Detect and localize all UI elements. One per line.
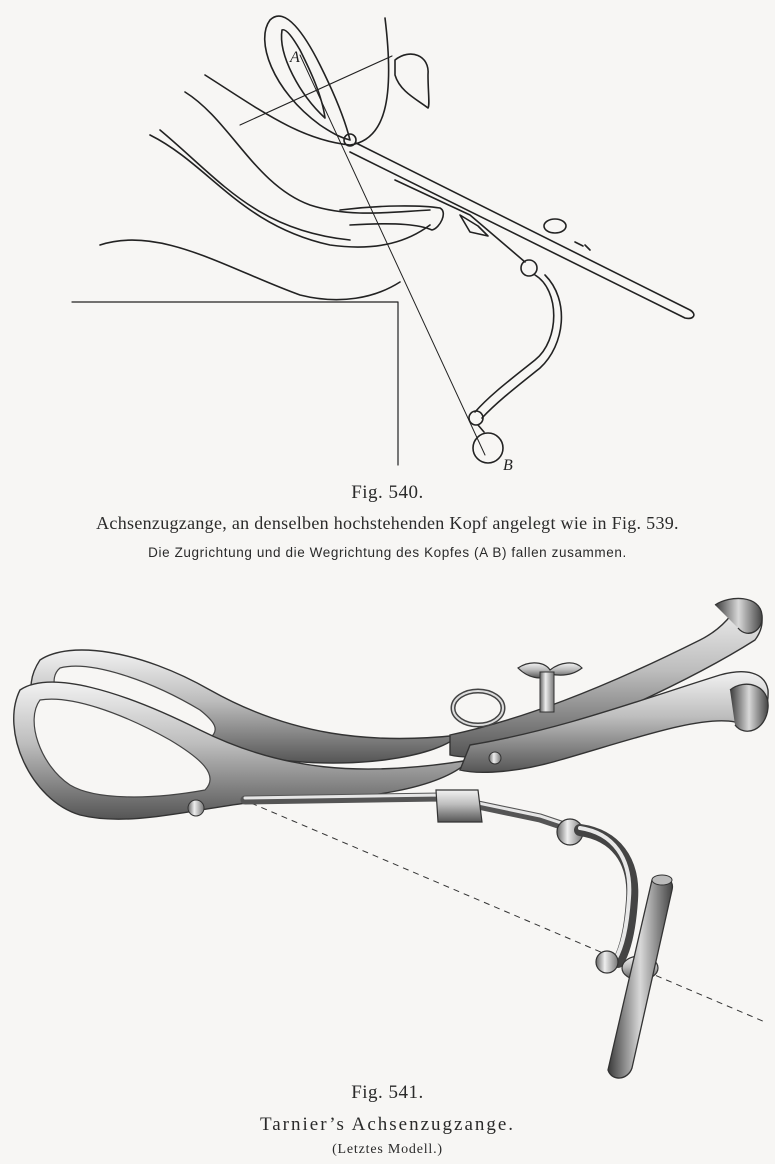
traction-handle (473, 433, 503, 463)
symphysis-shape (395, 54, 429, 108)
dashed-axis-line (150, 760, 765, 1022)
lower-shank (460, 672, 768, 773)
lower-handle-hook (730, 684, 768, 731)
point-a-label: A (290, 49, 300, 66)
fig540-label: Fig. 540. (351, 482, 424, 503)
traction-arm (475, 275, 561, 418)
fig541-caption: Tarnier’s Achsenzugzange. (259, 1114, 516, 1135)
traction-arm-541 (580, 830, 632, 962)
finger-ring (544, 219, 566, 233)
back-blade (31, 650, 460, 763)
fig540-caption: Achsenzugzange, an denselben hochstehenden Kopf angelegt wie in Fig. 539. (96, 513, 679, 533)
back-blade-window (54, 666, 215, 738)
forceps-blade-window (282, 30, 325, 118)
traction-rod-541 (245, 797, 570, 828)
table-edge (72, 302, 398, 465)
handle-connector (478, 425, 484, 432)
handle-collar (622, 956, 658, 980)
lock-nut (489, 752, 501, 764)
screw-post (540, 672, 554, 712)
finger-ring-541 (453, 691, 503, 725)
uterus-curve (185, 92, 430, 213)
arm-knob (596, 951, 618, 973)
blade-rivet-541 (188, 800, 204, 816)
upper-shank (450, 600, 762, 757)
point-b-label: B (503, 457, 513, 474)
traction-clamp-541 (436, 790, 482, 822)
soft-tissue-line (160, 130, 350, 240)
front-blade-window (34, 699, 210, 797)
forceps-shank (350, 143, 694, 318)
upper-handle-hook (715, 598, 762, 633)
pelvis-outline-outer (100, 240, 400, 300)
clamp-screw (575, 242, 590, 250)
traction-joint (521, 260, 537, 276)
wing-screw (518, 663, 582, 678)
arm-joint (469, 411, 483, 425)
traction-joint-541 (557, 819, 583, 845)
pelvis-outline-inner (150, 135, 430, 247)
axis-line-ab (300, 55, 485, 455)
traction-handle-bar (608, 878, 672, 1078)
fig540-diagram (0, 0, 775, 500)
front-blade (14, 682, 470, 819)
traction-rod (395, 180, 525, 262)
fig541-label: Fig. 541. (351, 1082, 424, 1103)
forceps-blade (265, 16, 350, 140)
fig540-subcaption: Die Zugrichtung und die Wegrichtung des Kopfes (A B) fallen zusammen. (148, 545, 627, 560)
fig541-note: (Letztes Modell.) (332, 1142, 443, 1157)
